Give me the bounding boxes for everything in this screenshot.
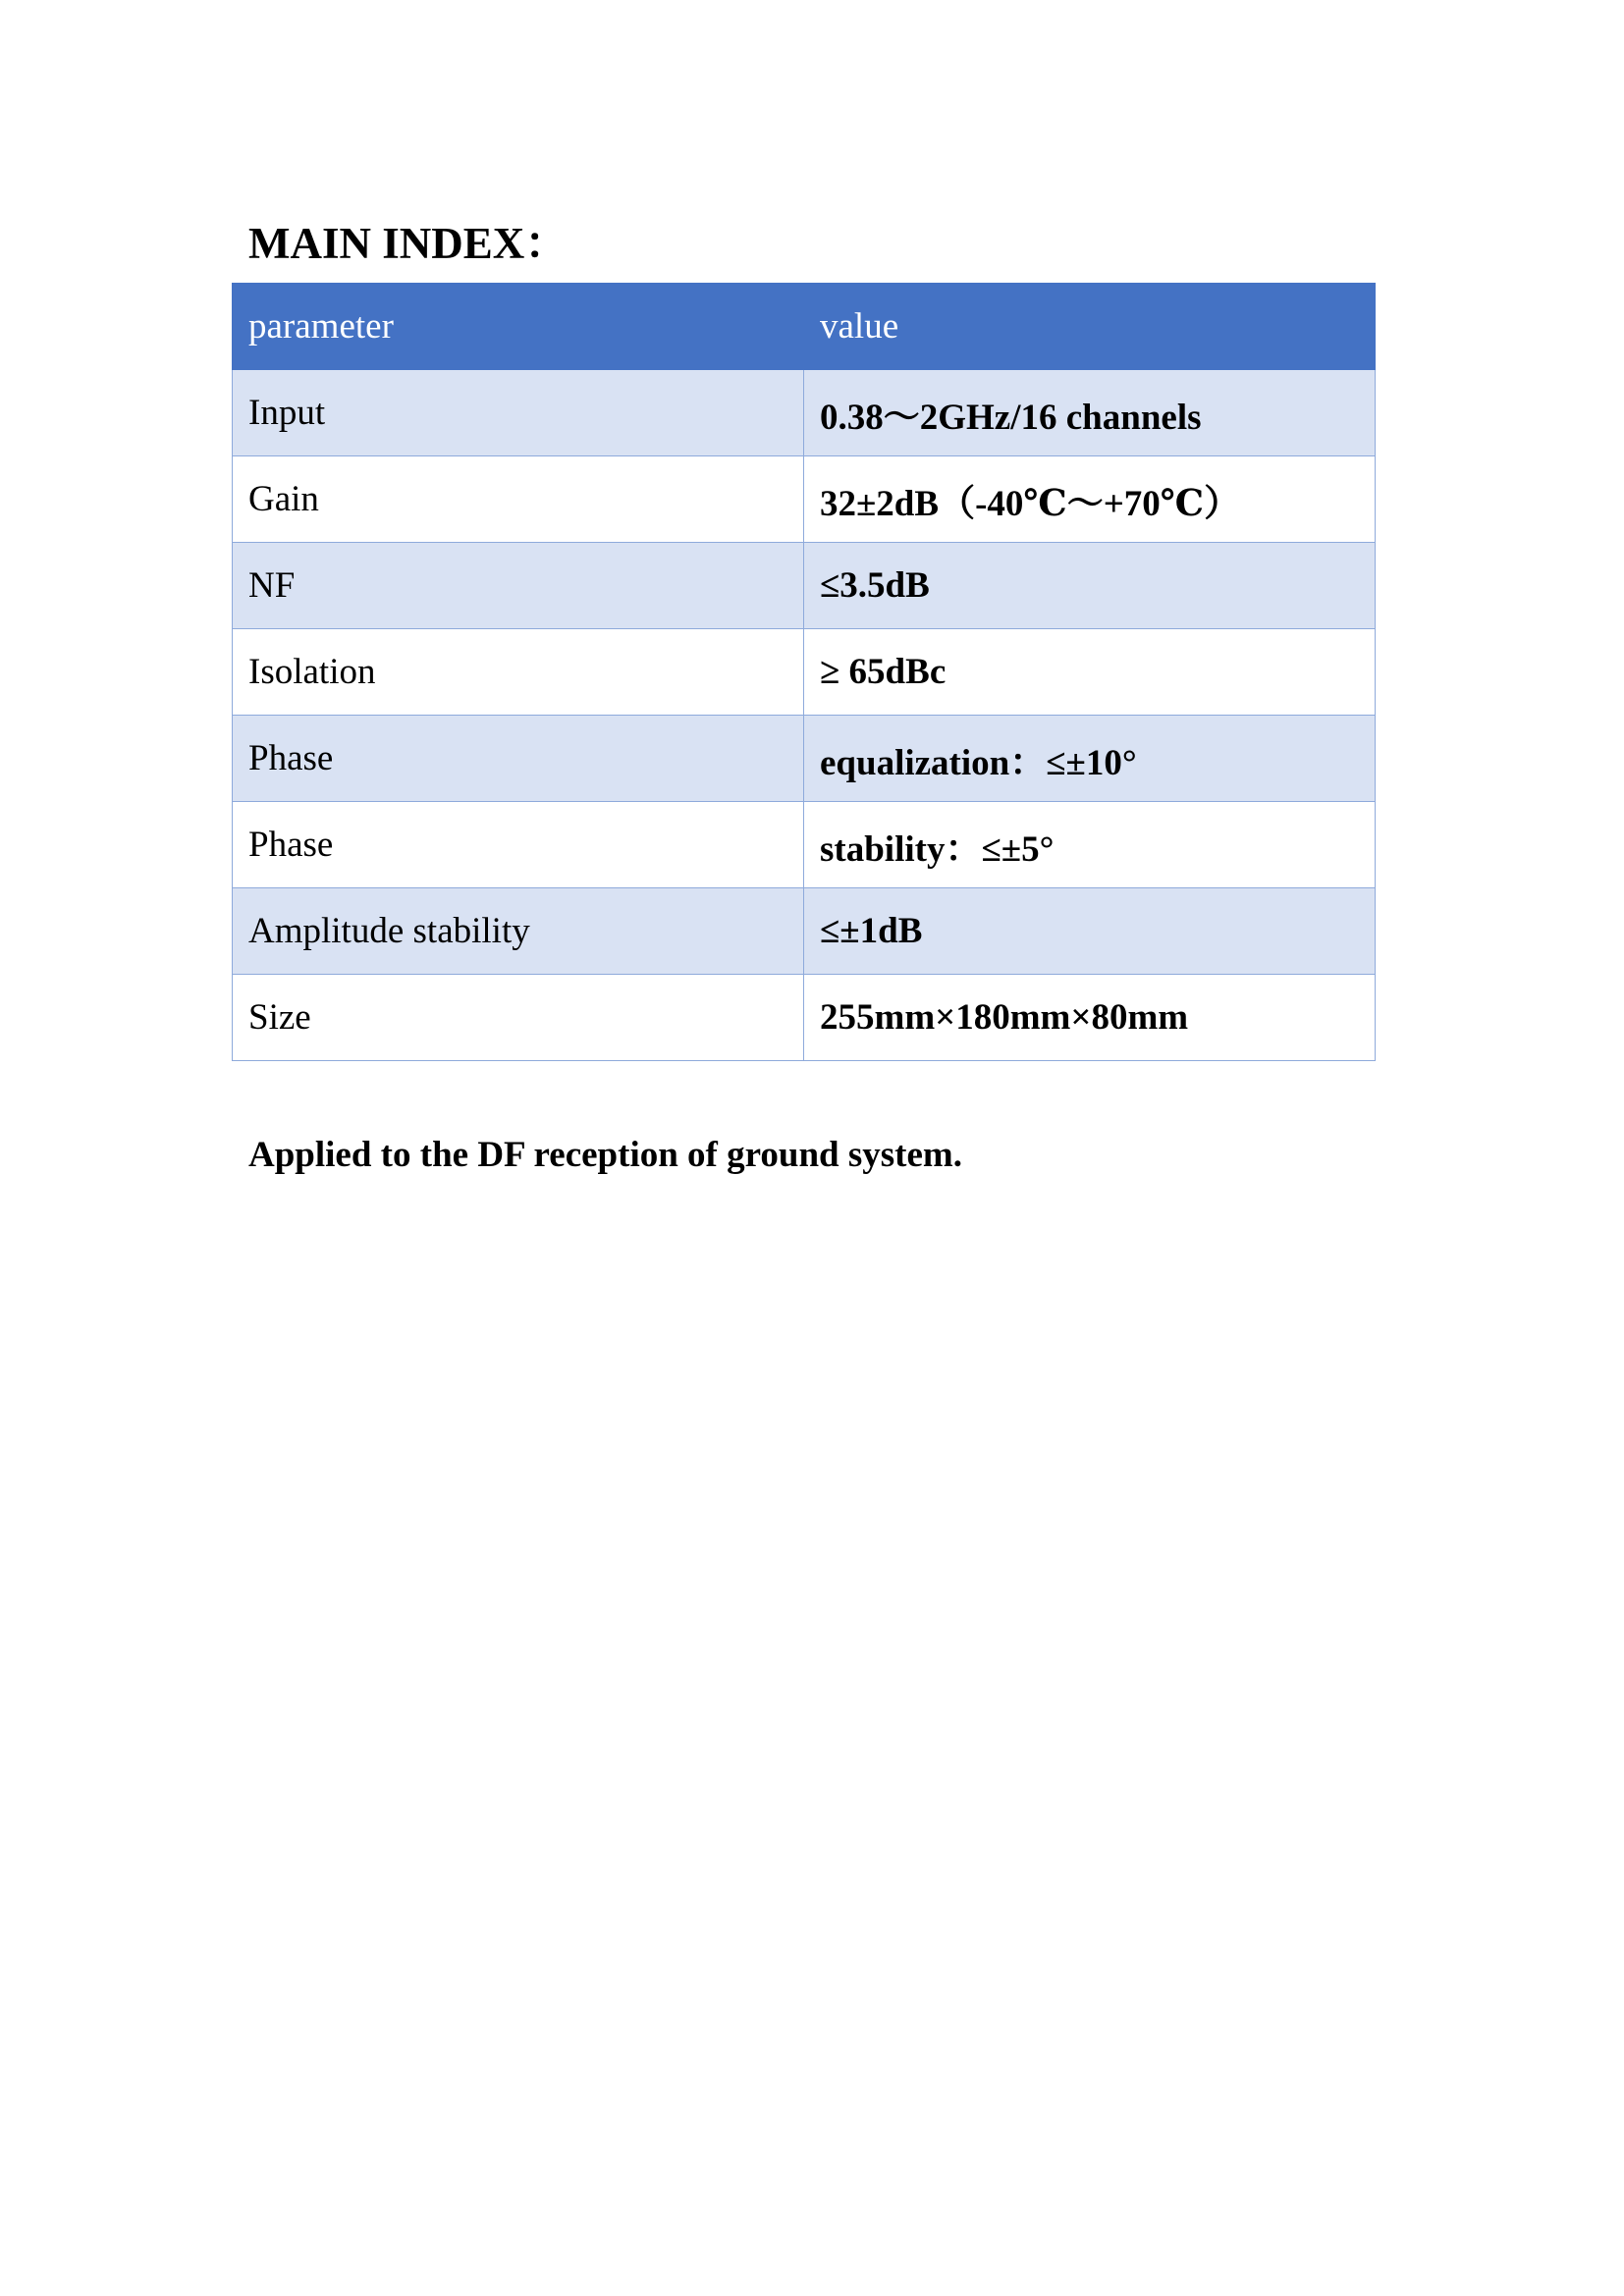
spec-table xyxy=(232,283,1376,1061)
value-cell: 0.38～2GHz/16 channels xyxy=(804,370,1376,456)
value-cell: ≤3.5dB xyxy=(804,543,1376,629)
table-row xyxy=(233,802,1376,888)
table-row xyxy=(233,888,1376,975)
value-cell: stability：≤±5° xyxy=(804,802,1376,888)
parameter-cell: Isolation xyxy=(233,629,804,716)
table-row xyxy=(233,543,1376,629)
parameter-cell: Phase xyxy=(233,802,804,888)
header-value: value xyxy=(804,284,1376,370)
table-row xyxy=(233,629,1376,716)
parameter-cell: Input xyxy=(233,370,804,456)
table-row xyxy=(233,975,1376,1061)
table-header-row xyxy=(233,284,1376,370)
parameter-cell: Gain xyxy=(233,456,804,543)
header-parameter: parameter xyxy=(233,284,804,370)
value-cell: 32±2dB（-40℃～+70℃） xyxy=(804,456,1376,543)
value-cell: ≥ 65dBc xyxy=(804,629,1376,716)
parameter-cell: Phase xyxy=(233,716,804,802)
application-note: Applied to the DF reception of ground system. xyxy=(248,1135,962,1175)
value-cell: equalization：≤±10° xyxy=(804,716,1376,802)
value-cell: ≤±1dB xyxy=(804,888,1376,975)
page-title: MAIN INDEX： xyxy=(248,219,569,268)
table-row xyxy=(233,456,1376,543)
value-cell: 255mm×180mm×80mm xyxy=(804,975,1376,1061)
parameter-cell: Size xyxy=(233,975,804,1061)
parameter-cell: Amplitude stability xyxy=(233,888,804,975)
table-row xyxy=(233,370,1376,456)
table-row xyxy=(233,716,1376,802)
parameter-cell: NF xyxy=(233,543,804,629)
